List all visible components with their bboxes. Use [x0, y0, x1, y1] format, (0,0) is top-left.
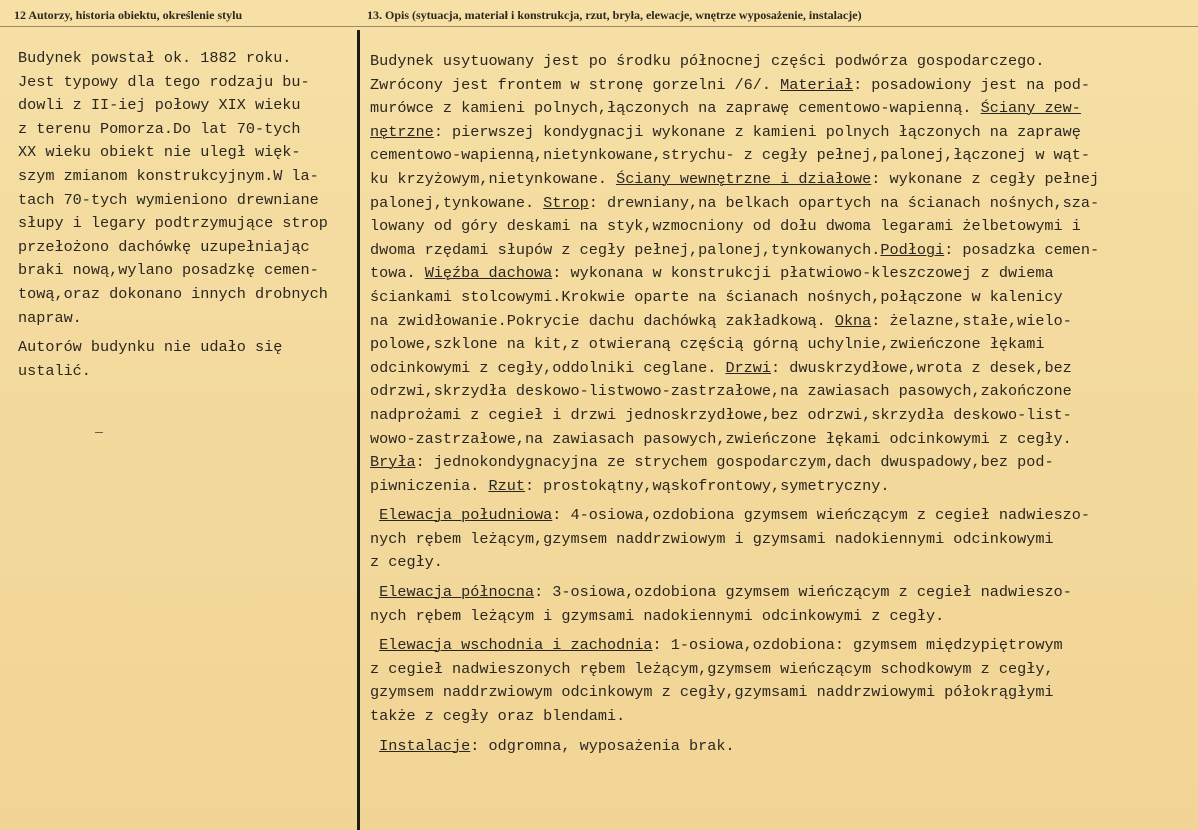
text-line — [370, 475, 1190, 499]
text-line — [370, 658, 1190, 682]
text-segment: : posadzka cemen- — [944, 240, 1100, 259]
text-line — [370, 705, 1190, 729]
text-segment: : odgromna, wyposażenia brak. — [470, 736, 735, 755]
text-segment: : 4-osiowa,ozdobiona gzymsem wieńczącym z cegieł nadwieszo- — [552, 506, 1091, 525]
text-line: Autorów budynku nie udało się — [18, 338, 283, 357]
text-line — [370, 605, 1190, 629]
text-segment: cementowo-wapienną,nietynkowane,strychu- z cegły pełnej,palonej,łączonej w wąt- — [370, 146, 1091, 165]
text-segment — [370, 636, 379, 654]
text-segment: nych rębem leżącym,gzymsem naddrzwiowym i gzymsami nadokiennymi odcinkowymi — [370, 529, 1054, 548]
text-line: Jest typowy dla tego rodzaju bu- — [18, 72, 310, 91]
text-segment — [370, 506, 379, 524]
section-heading: nętrzne — [370, 122, 434, 141]
text-line — [370, 168, 1190, 192]
text-line — [370, 262, 1190, 286]
section-heading: Elewacja wschodnia i zachodnia — [379, 636, 653, 655]
section-heading: Elewacja południowa — [379, 506, 553, 525]
text-line: szym zmianom konstrukcyjnym.W la- — [18, 166, 319, 185]
text-line — [370, 286, 1190, 310]
text-segment: : drewniany,na belkach opartych na ścianach nośnych,sza- — [588, 193, 1100, 212]
text-segment: Budynek usytuowany jest po środku północnej części podwórza gospodarczego. — [370, 52, 1045, 70]
text-line: braki nową,wylano posadzkę cemen- — [18, 261, 319, 280]
text-line: przełożono dachówkę uzupełniając — [18, 237, 310, 256]
text-segment: : posadowiony jest na pod- — [853, 75, 1091, 94]
text-line — [370, 97, 1190, 121]
text-segment: dwoma rzędami słupów z cegły pełnej,palonej,tynkowanych. — [370, 240, 881, 259]
text-line: ustalić. — [18, 361, 91, 380]
text-line — [370, 428, 1190, 452]
text-line — [370, 634, 1190, 658]
text-segment: : pierwszej kondygnacji wykonane z kamieni polnych łączonych na zaprawę — [433, 122, 1081, 141]
section-heading: Więźba dachowa — [424, 264, 553, 283]
section-heading: Bryła — [370, 453, 416, 472]
text-segment: : 3-osiowa,ozdobiona gzymsem wieńczącym z cegieł nadwieszo- — [534, 583, 1072, 602]
text-segment: wowo-zastrzałowe,na zawiasach pasowych,zwieńczone łękami odcinkowymi z cegły. — [370, 429, 1072, 448]
text-line — [370, 215, 1190, 239]
text-segment: ku krzyżowym,nietynkowane. — [370, 169, 617, 188]
text-segment: nadprożami z cegieł i drzwi jednoskrzydłowe,bez odrzwi,skrzydła deskowo-list- — [370, 405, 1072, 424]
text-segment: polowe,szklone na kit,z otwieraną częścią górną uchylnie,zwieńczone łękami — [370, 335, 1045, 354]
text-line — [370, 380, 1190, 404]
text-segment: : prostokątny,wąskofrontowy,symetryczny. — [524, 476, 890, 495]
text-segment — [370, 583, 379, 601]
text-line — [370, 528, 1190, 552]
text-line — [370, 735, 1190, 759]
text-segment: : jednokondygnacyjna ze strychem gospodarczym,dach dwuspadowy,bez pod- — [415, 453, 1054, 472]
header-rule — [0, 26, 1198, 27]
header-field-12: 12 Autorzy, historia obiektu, określenie stylu — [14, 8, 243, 22]
text-line — [370, 144, 1190, 168]
text-line — [370, 121, 1190, 145]
text-segment: także z cegły oraz blendami. — [370, 707, 626, 726]
text-line — [370, 239, 1190, 263]
section-heading: Materiał — [780, 75, 854, 94]
text-line — [370, 192, 1190, 216]
text-line: tową,oraz dokonano innych drobnych — [18, 284, 328, 303]
text-segment: Zwrócony jest frontem w stronę gorzelni /6/. — [370, 75, 781, 94]
text-segment: palonej,tynkowane. — [370, 193, 544, 212]
text-line — [370, 74, 1190, 98]
text-segment: z cegieł nadwieszonych rębem leżącym,gzymsem wieńczącym schodkowym z cegły, — [370, 659, 1054, 678]
text-segment — [370, 737, 379, 755]
section-heading: Elewacja północna — [379, 583, 535, 602]
text-line — [370, 357, 1190, 381]
section-heading: Okna — [834, 311, 872, 330]
text-segment: gzymsem naddrzwiowym odcinkowym z cegły,gzymsami naddrzwiowymi półokrągłymi — [370, 683, 1054, 702]
section-heading: Strop — [543, 193, 589, 212]
text-line — [370, 504, 1190, 528]
text-line: XX wieku obiekt nie uległ więk- — [18, 143, 301, 162]
text-line — [370, 310, 1190, 334]
history-text-column — [18, 47, 358, 383]
section-heading: Podłogi — [880, 240, 945, 259]
text-line: Budynek powstał ok. 1882 roku. — [18, 49, 292, 67]
description-text-column — [370, 50, 1190, 758]
text-line: tach 70-tych wymieniono drewniane — [18, 190, 319, 209]
text-segment: z cegły. — [370, 553, 443, 572]
ink-mark — [95, 432, 103, 433]
text-line — [370, 451, 1190, 475]
text-line: dowli z II-iej połowy XIX wieku — [18, 96, 301, 115]
text-segment: na zwidłowanie.Pokrycie dachu dachówką zakładkową. — [370, 311, 835, 330]
section-heading: Instalacje — [379, 736, 471, 755]
text-segment: murówce z kamieni polnych,łączonych na zaprawę cementowo-wapienną. — [370, 99, 981, 118]
section-heading: Ściany wewnętrzne i działowe — [616, 169, 872, 188]
text-segment: : 1-osiowa,ozdobiona: gzymsem międzypiętrowym — [652, 636, 1063, 655]
text-segment: : wykonane z cegły pełnej — [871, 169, 1100, 188]
text-segment: : wykonana w konstrukcji płatwiowo-kleszczowej z dwiema — [552, 264, 1054, 283]
text-line: słupy i legary podtrzymujące strop — [18, 214, 328, 233]
text-segment: : dwuskrzydłowe,wrota z desek,bez — [771, 358, 1072, 377]
text-segment: odcinkowymi z cegły,oddolniki ceglane. — [370, 358, 726, 377]
text-segment: lowany od góry deskami na styk,wzmocniony od dołu dwoma legarami żelbetowymi i — [370, 217, 1081, 236]
text-line — [370, 581, 1190, 605]
text-segment: odrzwi,skrzydła deskowo-listwowo-zastrzałowe,na zawiasach pasowych,zakończone — [370, 382, 1072, 401]
text-segment: towa. — [370, 264, 425, 283]
text-line — [370, 50, 1190, 74]
text-segment: piwniczenia. — [370, 476, 489, 495]
section-heading: Ściany zew- — [980, 99, 1081, 118]
text-line — [370, 333, 1190, 357]
text-line — [370, 551, 1190, 575]
text-line: napraw. — [18, 308, 82, 327]
section-heading: Drzwi — [725, 358, 772, 377]
text-segment: ściankami stolcowymi.Krokwie oparte na ścianach nośnych,połączone w kalenicy — [370, 287, 1063, 306]
header-field-13: 13. Opis (sytuacja, materiał i konstrukcja, rzut, bryła, elewacje, wnętrze wyposażenie, instalacje) — [367, 8, 862, 22]
text-line: z terenu Pomorza.Do lat 70-tych — [18, 119, 301, 138]
text-segment: nych rębem leżącym i gzymsami nadokiennymi odcinkowymi z cegły. — [370, 606, 945, 625]
text-line — [370, 681, 1190, 705]
text-segment: : żelazne,stałe,wielo- — [871, 311, 1072, 330]
section-heading: Rzut — [488, 476, 525, 495]
text-line — [370, 404, 1190, 428]
